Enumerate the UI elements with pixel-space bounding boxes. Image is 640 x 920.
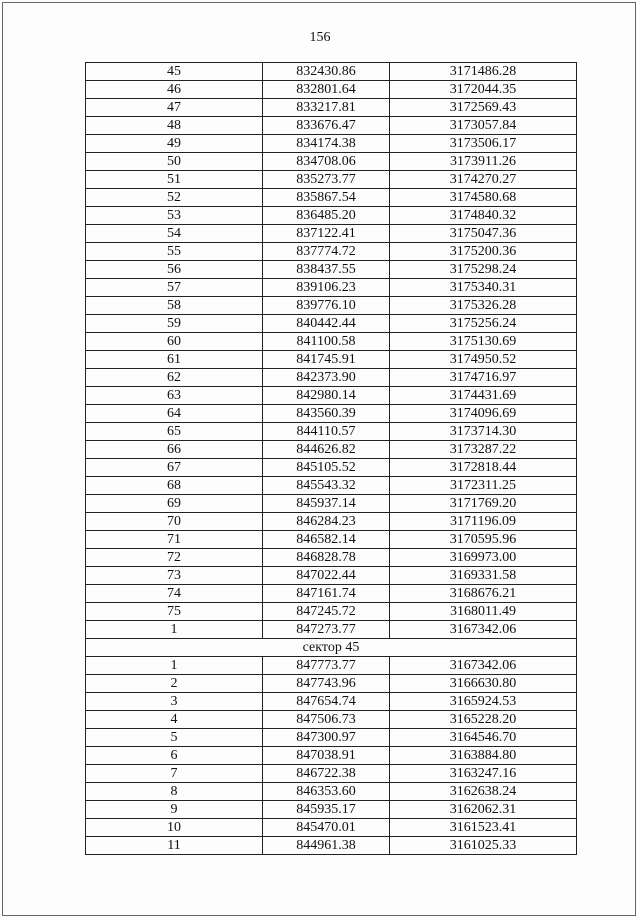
table-row <box>86 279 577 297</box>
x-coordinate-cell: 847743.96 <box>263 675 390 693</box>
point-number-cell: 66 <box>86 441 263 459</box>
point-number-cell: 2 <box>86 675 263 693</box>
point-number-cell: 11 <box>86 837 263 855</box>
y-coordinate-cell: 3172569.43 <box>390 99 577 117</box>
y-coordinate-cell: 3170595.96 <box>390 531 577 549</box>
x-coordinate-cell: 845470.01 <box>263 819 390 837</box>
x-coordinate-cell: 834174.38 <box>263 135 390 153</box>
table-row <box>86 459 577 477</box>
y-coordinate-cell: 3169331.58 <box>390 567 577 585</box>
table-row <box>86 261 577 279</box>
table-row <box>86 117 577 135</box>
point-number-cell: 54 <box>86 225 263 243</box>
x-coordinate-cell: 847161.74 <box>263 585 390 603</box>
y-coordinate-cell: 3172818.44 <box>390 459 577 477</box>
table-row <box>86 171 577 189</box>
table-row <box>86 351 577 369</box>
point-number-cell: 52 <box>86 189 263 207</box>
point-number-cell: 8 <box>86 783 263 801</box>
point-number-cell: 69 <box>86 495 263 513</box>
y-coordinate-cell: 3165228.20 <box>390 711 577 729</box>
y-coordinate-cell: 3167342.06 <box>390 621 577 639</box>
table-row <box>86 135 577 153</box>
x-coordinate-cell: 836485.20 <box>263 207 390 225</box>
table-row <box>86 567 577 585</box>
table-row <box>86 783 577 801</box>
point-number-cell: 68 <box>86 477 263 495</box>
x-coordinate-cell: 842980.14 <box>263 387 390 405</box>
y-coordinate-cell: 3173057.84 <box>390 117 577 135</box>
x-coordinate-cell: 835867.54 <box>263 189 390 207</box>
page-number: 156 <box>309 30 331 45</box>
x-coordinate-cell: 840442.44 <box>263 315 390 333</box>
table-row <box>86 153 577 171</box>
point-number-cell: 6 <box>86 747 263 765</box>
table-row <box>86 513 577 531</box>
x-coordinate-cell: 833676.47 <box>263 117 390 135</box>
y-coordinate-cell: 3175130.69 <box>390 333 577 351</box>
table-row <box>86 837 577 855</box>
section-title: сектор 45 <box>86 639 577 657</box>
point-number-cell: 3 <box>86 693 263 711</box>
table-row <box>86 747 577 765</box>
coordinates-table <box>85 62 577 855</box>
x-coordinate-cell: 832430.86 <box>263 63 390 81</box>
point-number-cell: 1 <box>86 657 263 675</box>
point-number-cell: 46 <box>86 81 263 99</box>
y-coordinate-cell: 3174431.69 <box>390 387 577 405</box>
x-coordinate-cell: 847022.44 <box>263 567 390 585</box>
x-coordinate-cell: 847300.97 <box>263 729 390 747</box>
y-coordinate-cell: 3172311.25 <box>390 477 577 495</box>
x-coordinate-cell: 846284.23 <box>263 513 390 531</box>
table-row <box>86 819 577 837</box>
y-coordinate-cell: 3163247.16 <box>390 765 577 783</box>
point-number-cell: 67 <box>86 459 263 477</box>
x-coordinate-cell: 845935.17 <box>263 801 390 819</box>
y-coordinate-cell: 3174580.68 <box>390 189 577 207</box>
point-number-cell: 9 <box>86 801 263 819</box>
x-coordinate-cell: 847773.77 <box>263 657 390 675</box>
point-number-cell: 75 <box>86 603 263 621</box>
y-coordinate-cell: 3173506.17 <box>390 135 577 153</box>
x-coordinate-cell: 834708.06 <box>263 153 390 171</box>
y-coordinate-cell: 3168676.21 <box>390 585 577 603</box>
y-coordinate-cell: 3171196.09 <box>390 513 577 531</box>
y-coordinate-cell: 3163884.80 <box>390 747 577 765</box>
point-number-cell: 70 <box>86 513 263 531</box>
point-number-cell: 60 <box>86 333 263 351</box>
point-number-cell: 72 <box>86 549 263 567</box>
table-row <box>86 423 577 441</box>
y-coordinate-cell: 3171486.28 <box>390 63 577 81</box>
table-row <box>86 585 577 603</box>
table-row <box>86 99 577 117</box>
table-row <box>86 477 577 495</box>
table-row <box>86 297 577 315</box>
x-coordinate-cell: 844110.57 <box>263 423 390 441</box>
y-coordinate-cell: 3174270.27 <box>390 171 577 189</box>
point-number-cell: 57 <box>86 279 263 297</box>
point-number-cell: 7 <box>86 765 263 783</box>
x-coordinate-cell: 846582.14 <box>263 531 390 549</box>
point-number-cell: 65 <box>86 423 263 441</box>
point-number-cell: 55 <box>86 243 263 261</box>
point-number-cell: 1 <box>86 621 263 639</box>
y-coordinate-cell: 3175298.24 <box>390 261 577 279</box>
x-coordinate-cell: 837774.72 <box>263 243 390 261</box>
x-coordinate-cell: 844626.82 <box>263 441 390 459</box>
table-row <box>86 729 577 747</box>
table-row <box>86 81 577 99</box>
x-coordinate-cell: 847654.74 <box>263 693 390 711</box>
x-coordinate-cell: 841100.58 <box>263 333 390 351</box>
y-coordinate-cell: 3173714.30 <box>390 423 577 441</box>
y-coordinate-cell: 3175047.36 <box>390 225 577 243</box>
x-coordinate-cell: 838437.55 <box>263 261 390 279</box>
y-coordinate-cell: 3174096.69 <box>390 405 577 423</box>
point-number-cell: 62 <box>86 369 263 387</box>
x-coordinate-cell: 846353.60 <box>263 783 390 801</box>
x-coordinate-cell: 844961.38 <box>263 837 390 855</box>
point-number-cell: 63 <box>86 387 263 405</box>
table-row <box>86 657 577 675</box>
y-coordinate-cell: 3165924.53 <box>390 693 577 711</box>
section-row <box>86 639 577 657</box>
point-number-cell: 47 <box>86 99 263 117</box>
table-row <box>86 441 577 459</box>
y-coordinate-cell: 3175340.31 <box>390 279 577 297</box>
point-number-cell: 10 <box>86 819 263 837</box>
point-number-cell: 50 <box>86 153 263 171</box>
y-coordinate-cell: 3174950.52 <box>390 351 577 369</box>
y-coordinate-cell: 3175256.24 <box>390 315 577 333</box>
x-coordinate-cell: 845105.52 <box>263 459 390 477</box>
point-number-cell: 53 <box>86 207 263 225</box>
x-coordinate-cell: 847506.73 <box>263 711 390 729</box>
x-coordinate-cell: 841745.91 <box>263 351 390 369</box>
y-coordinate-cell: 3174716.97 <box>390 369 577 387</box>
point-number-cell: 58 <box>86 297 263 315</box>
point-number-cell: 71 <box>86 531 263 549</box>
table-row <box>86 405 577 423</box>
table-row <box>86 369 577 387</box>
point-number-cell: 74 <box>86 585 263 603</box>
point-number-cell: 45 <box>86 63 263 81</box>
x-coordinate-cell: 847038.91 <box>263 747 390 765</box>
table-row <box>86 189 577 207</box>
y-coordinate-cell: 3173287.22 <box>390 441 577 459</box>
point-number-cell: 49 <box>86 135 263 153</box>
point-number-cell: 48 <box>86 117 263 135</box>
table-row <box>86 765 577 783</box>
table-row <box>86 675 577 693</box>
y-coordinate-cell: 3172044.35 <box>390 81 577 99</box>
table-row <box>86 333 577 351</box>
y-coordinate-cell: 3168011.49 <box>390 603 577 621</box>
table-row <box>86 243 577 261</box>
x-coordinate-cell: 847273.77 <box>263 621 390 639</box>
y-coordinate-cell: 3161025.33 <box>390 837 577 855</box>
y-coordinate-cell: 3164546.70 <box>390 729 577 747</box>
point-number-cell: 73 <box>86 567 263 585</box>
x-coordinate-cell: 846722.38 <box>263 765 390 783</box>
x-coordinate-cell: 845543.32 <box>263 477 390 495</box>
table-row <box>86 315 577 333</box>
y-coordinate-cell: 3175326.28 <box>390 297 577 315</box>
coordinates-table-body <box>86 63 577 855</box>
point-number-cell: 5 <box>86 729 263 747</box>
table-row <box>86 387 577 405</box>
x-coordinate-cell: 845937.14 <box>263 495 390 513</box>
point-number-cell: 4 <box>86 711 263 729</box>
y-coordinate-cell: 3171769.20 <box>390 495 577 513</box>
point-number-cell: 59 <box>86 315 263 333</box>
table-row <box>86 711 577 729</box>
point-number-cell: 61 <box>86 351 263 369</box>
x-coordinate-cell: 832801.64 <box>263 81 390 99</box>
point-number-cell: 64 <box>86 405 263 423</box>
y-coordinate-cell: 3162638.24 <box>390 783 577 801</box>
x-coordinate-cell: 839106.23 <box>263 279 390 297</box>
table-row <box>86 621 577 639</box>
y-coordinate-cell: 3174840.32 <box>390 207 577 225</box>
x-coordinate-cell: 833217.81 <box>263 99 390 117</box>
x-coordinate-cell: 847245.72 <box>263 603 390 621</box>
y-coordinate-cell: 3175200.36 <box>390 243 577 261</box>
table-row <box>86 531 577 549</box>
table-row <box>86 603 577 621</box>
y-coordinate-cell: 3169973.00 <box>390 549 577 567</box>
x-coordinate-cell: 843560.39 <box>263 405 390 423</box>
point-number-cell: 56 <box>86 261 263 279</box>
point-number-cell: 51 <box>86 171 263 189</box>
table-row <box>86 549 577 567</box>
x-coordinate-cell: 846828.78 <box>263 549 390 567</box>
y-coordinate-cell: 3167342.06 <box>390 657 577 675</box>
x-coordinate-cell: 842373.90 <box>263 369 390 387</box>
x-coordinate-cell: 837122.41 <box>263 225 390 243</box>
table-row <box>86 495 577 513</box>
y-coordinate-cell: 3162062.31 <box>390 801 577 819</box>
table-row <box>86 63 577 81</box>
table-row <box>86 801 577 819</box>
y-coordinate-cell: 3166630.80 <box>390 675 577 693</box>
table-row <box>86 225 577 243</box>
y-coordinate-cell: 3173911.26 <box>390 153 577 171</box>
table-row <box>86 693 577 711</box>
x-coordinate-cell: 839776.10 <box>263 297 390 315</box>
table-row <box>86 207 577 225</box>
x-coordinate-cell: 835273.77 <box>263 171 390 189</box>
y-coordinate-cell: 3161523.41 <box>390 819 577 837</box>
